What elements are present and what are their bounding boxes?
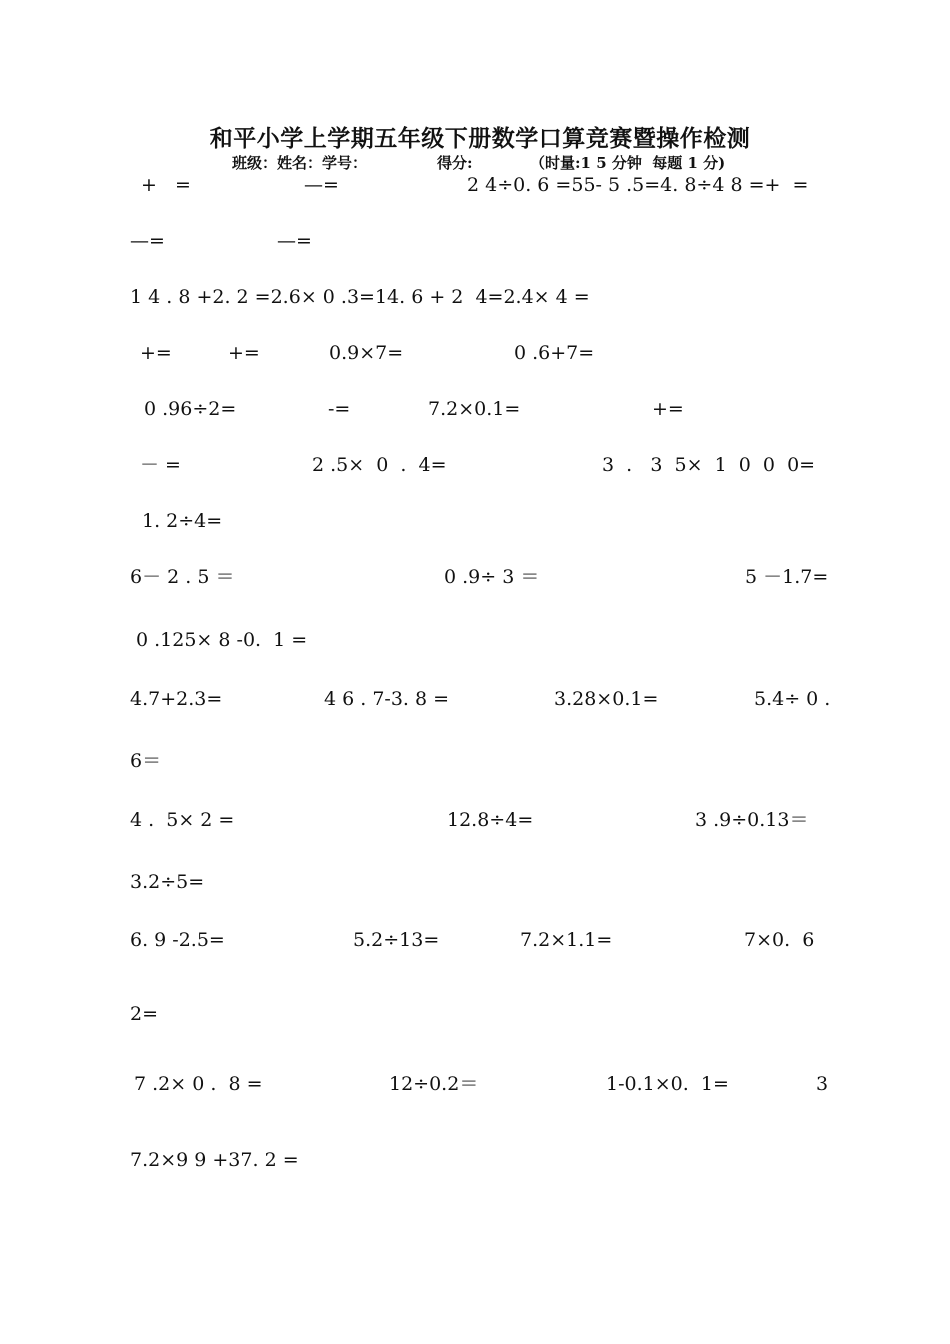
question: 2 4÷0. 6 =55- 5 .5=4. 8÷4 8 =+ = <box>467 174 809 196</box>
question: 3 <box>816 1073 829 1095</box>
question: —= <box>277 230 312 252</box>
question: 7.2×0.1= <box>428 398 521 420</box>
question: 4 . 5× 2 = <box>130 809 235 831</box>
question: 5.4÷ 0 . <box>754 688 831 710</box>
question: 2 .5× 0 . 4= <box>312 454 447 476</box>
worksheet-title: 和平小学上学期五年级下册数学口算竞赛暨操作检测 <box>209 125 751 152</box>
question: 2= <box>130 1003 159 1025</box>
question: 6＝ <box>130 750 162 772</box>
class-name-field-label: 班级：姓名：学号： <box>232 154 368 172</box>
question: 1-0.1×0. 1= <box>606 1073 729 1095</box>
question: 0 .96÷2= <box>144 398 237 420</box>
question: － = <box>140 454 181 476</box>
question: += <box>228 342 260 364</box>
question: 4 6 . 7-3. 8 = <box>324 688 450 710</box>
question: -= <box>328 398 351 420</box>
question: 6－ 2 . 5 ＝ <box>130 566 235 588</box>
question: 7×0. 6 <box>744 929 815 951</box>
question: —= <box>304 174 339 196</box>
question: += <box>140 342 172 364</box>
question: 1. 2÷4= <box>142 510 223 532</box>
time-note: （时量:1 5 分钟 每题 1 分) <box>530 154 726 172</box>
question: 0 .6+7= <box>514 342 595 364</box>
question: 3.28×0.1= <box>554 688 659 710</box>
question: 0.9×7= <box>329 342 404 364</box>
question: 7.2×9 9 +37. 2 = <box>130 1149 299 1171</box>
question: 12÷0.2＝ <box>389 1073 479 1095</box>
question: 5.2÷13= <box>353 929 440 951</box>
question: —= <box>130 230 165 252</box>
question: 3 . 3 5× 1 0 0 0= <box>602 454 816 476</box>
question: += <box>652 398 684 420</box>
question: 0 .9÷ 3 ＝ <box>444 566 540 588</box>
question: 4.7+2.3= <box>130 688 223 710</box>
question: 3.2÷5= <box>130 871 205 893</box>
question: 5 －1.7= <box>745 566 829 588</box>
question: 7 .2× 0 . 8 = <box>134 1073 263 1095</box>
question: 0 .125× 8 -0. 1 = <box>136 629 308 651</box>
question: 3 .9÷0.13＝ <box>695 809 809 831</box>
question: 1 4 . 8 +2. 2 =2.6× 0 .3=14. 6 + 2 4=2.4× 4 = <box>130 286 590 308</box>
score-field-label: 得分: <box>437 154 473 172</box>
question: + = <box>141 174 191 196</box>
question: 6. 9 -2.5= <box>130 929 225 951</box>
question: 7.2×1.1= <box>520 929 613 951</box>
question: 12.8÷4= <box>447 809 534 831</box>
